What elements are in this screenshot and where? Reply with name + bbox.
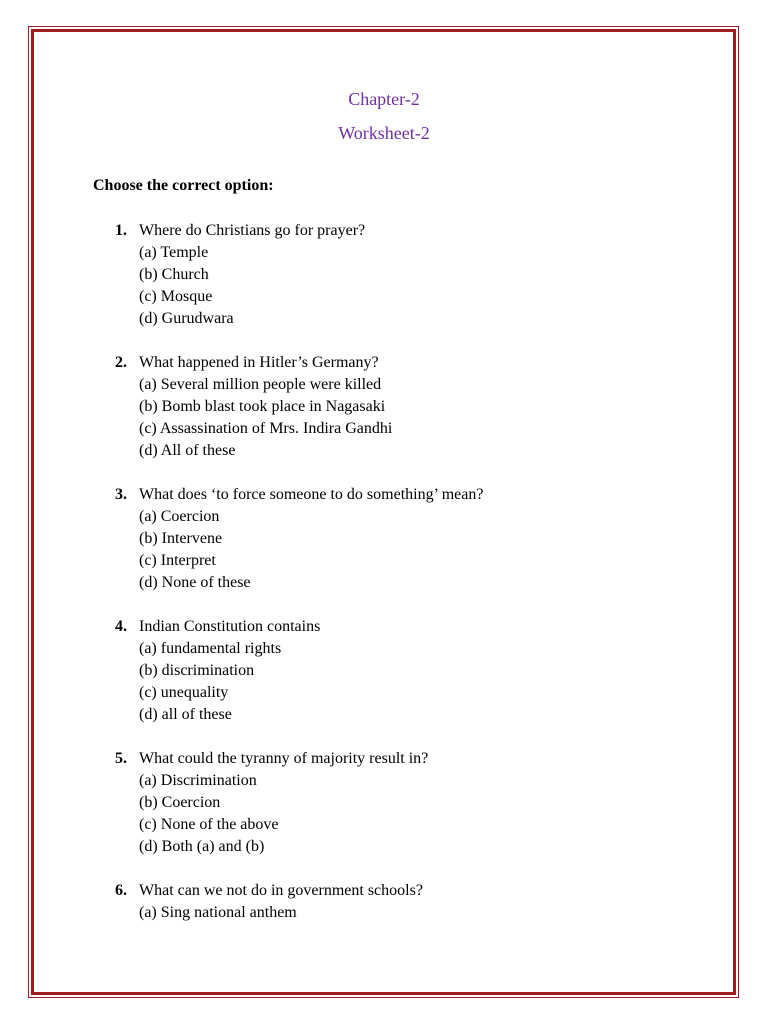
answer-option: (a) Several million people were killed	[139, 376, 382, 393]
question-text: Where do Christians go for prayer?	[139, 222, 366, 239]
question-3	[0, 484, 768, 594]
answer-option: (d) all of these	[139, 706, 232, 723]
question-4	[0, 616, 768, 726]
answer-option: (d) Gurudwara	[139, 310, 234, 327]
question-line	[0, 484, 768, 506]
question-number: 4.	[115, 618, 127, 635]
worksheet-title: Worksheet-2	[338, 123, 430, 143]
answer-option: (c) Interpret	[139, 552, 216, 569]
answer-option: (a) Sing national anthem	[139, 904, 297, 921]
question-line	[0, 352, 768, 374]
question-number: 2.	[115, 354, 127, 371]
question-text: Indian Constitution contains	[139, 618, 321, 635]
question-text: What does ‘to force someone to do something’ mean?	[139, 486, 484, 503]
answer-option: (c) None of the above	[139, 816, 279, 833]
question-number: 6.	[115, 882, 127, 899]
answer-option: (a) Discrimination	[139, 772, 257, 789]
answer-option: (b) Bomb blast took place in Nagasaki	[139, 398, 386, 415]
answer-option: (a) Temple	[139, 244, 209, 261]
question-list	[0, 220, 768, 946]
instructions: Choose the correct option:	[93, 177, 274, 194]
question-1	[0, 220, 768, 330]
question-line	[0, 880, 768, 902]
question-number: 5.	[115, 750, 127, 767]
question-line	[0, 220, 768, 242]
answer-option: (b) Coercion	[139, 794, 221, 811]
question-text: What can we not do in government schools?	[139, 882, 423, 899]
question-line	[0, 748, 768, 770]
answer-option: (b) Intervene	[139, 530, 223, 547]
answer-option: (d) None of these	[139, 574, 251, 591]
question-5	[0, 748, 768, 858]
question-text: What happened in Hitler’s Germany?	[139, 354, 379, 371]
answer-option: (b) Church	[139, 266, 209, 283]
question-number: 1.	[115, 222, 127, 239]
question-2	[0, 352, 768, 462]
answer-option: (d) All of these	[139, 442, 236, 459]
answer-option: (d) Both (a) and (b)	[139, 838, 265, 855]
answer-option: (a) Coercion	[139, 508, 220, 525]
question-number: 3.	[115, 486, 127, 503]
chapter-title: Chapter-2	[348, 89, 420, 109]
answer-option: (b) discrimination	[139, 662, 255, 679]
answer-option: (c) unequality	[139, 684, 229, 701]
answer-option: (c) Assassination of Mrs. Indira Gandhi	[139, 420, 393, 437]
answer-option: (a) fundamental rights	[139, 640, 282, 657]
question-text: What could the tyranny of majority result in?	[139, 750, 429, 767]
question-6	[0, 880, 768, 924]
question-line	[0, 616, 768, 638]
answer-option: (c) Mosque	[139, 288, 213, 305]
